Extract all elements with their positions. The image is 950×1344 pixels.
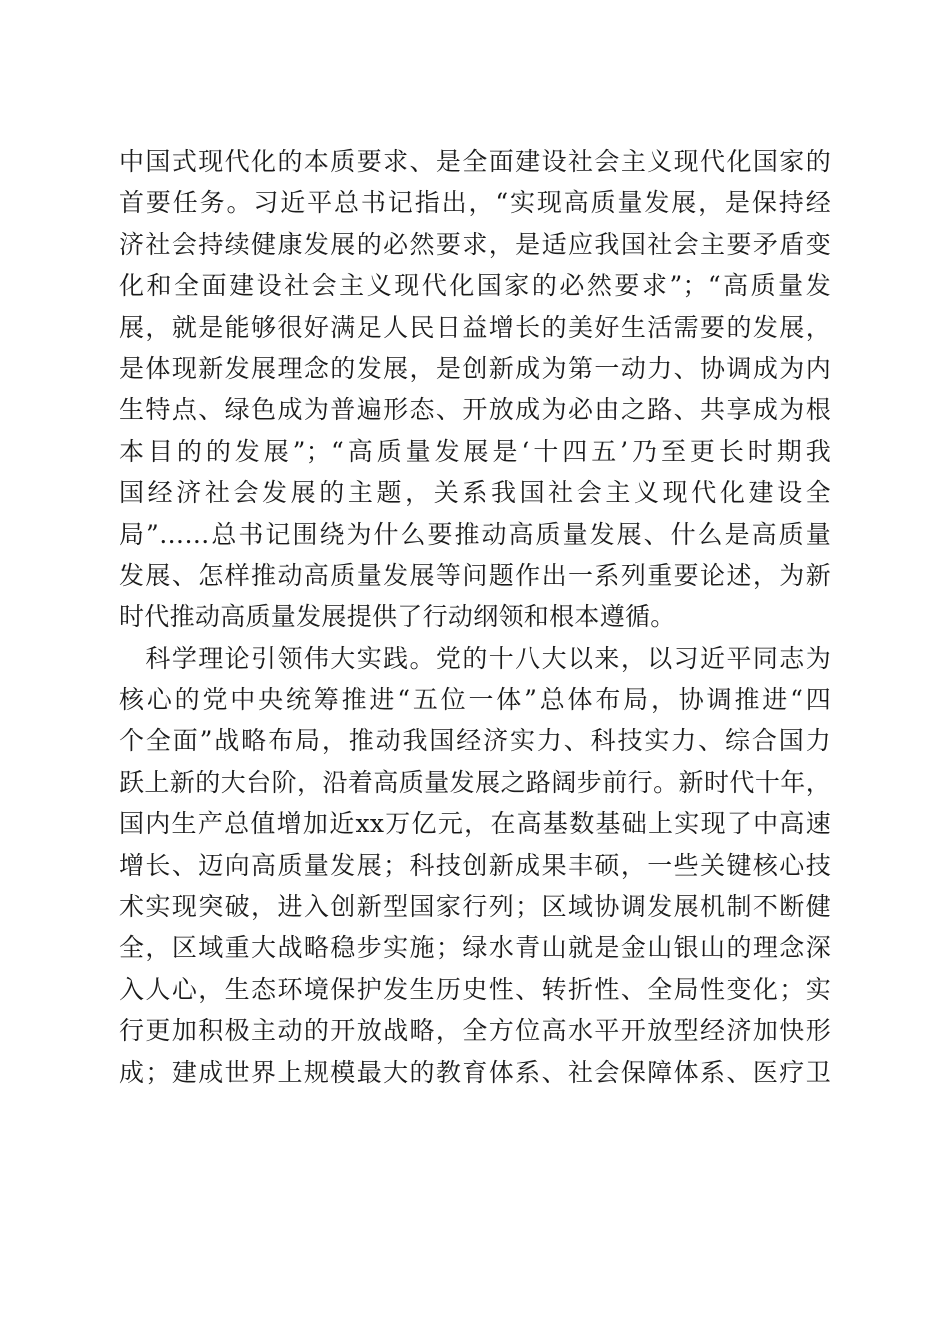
paragraph-line: 生特点、绿色成为普遍形态、开放成为必由之路、共享成为根 (119, 395, 831, 425)
paragraph-line: 核心的党中央统筹推进“五位一体”总体布局，协调推进“四 (119, 685, 831, 715)
paragraph-line: 济社会持续健康发展的必然要求，是适应我国社会主要矛盾变 (119, 229, 831, 259)
paragraph-line: 科学理论引领伟大实践。党的十八大以来，以习近平同志为 (119, 643, 831, 673)
paragraph-line: 增长、迈向高质量发展；科技创新成果丰硕，一些关键核心技 (119, 850, 831, 880)
paragraph-line: 中国式现代化的本质要求、是全面建设社会主义现代化国家的 (119, 147, 831, 176)
paragraph-2 (119, 638, 831, 1093)
paragraph-line: 行更加积极主动的开放战略，全方位高水平开放型经济加快形 (119, 1016, 831, 1046)
body-text (119, 141, 831, 1093)
paragraph-line: 首要任务。习近平总书记指出，“实现高质量发展，是保持经 (119, 188, 831, 218)
paragraph-line: 展，就是能够很好满足人民日益增长的美好生活需要的发展， (119, 312, 831, 342)
paragraph-line: 成；建成世界上规模最大的教育体系、社会保障体系、医疗卫 (119, 1057, 831, 1087)
paragraph-line: 国经济社会发展的主题，关系我国社会主义现代化建设全 (119, 478, 831, 508)
paragraph-line: 跃上新的大台阶，沿着高质量发展之路阔步前行。新时代十年， (119, 767, 831, 797)
paragraph-line: 化和全面建设社会主义现代化国家的必然要求”；“高质量发 (119, 271, 831, 301)
paragraph-line: 是体现新发展理念的发展，是创新成为第一动力、协调成为内 (119, 353, 831, 383)
paragraph-line: 国内生产总值增加近xx万亿元，在高基数基础上实现了中高速 (119, 809, 831, 839)
paragraph-line: 个全面”战略布局，推动我国经济实力、科技实力、综合国力 (119, 726, 831, 756)
paragraph-line: 时代推动高质量发展提供了行动纲领和根本遵循。 (119, 602, 676, 632)
paragraph-line: 局”……总书记围绕为什么要推动高质量发展、什么是高质量 (119, 519, 831, 549)
paragraph-line: 发展、怎样推动高质量发展等问题作出一系列重要论述，为新 (119, 560, 831, 590)
paragraph-line: 全，区域重大战略稳步实施；绿水青山就是金山银山的理念深 (119, 933, 831, 963)
paragraph-1 (119, 141, 831, 638)
paragraph-line: 术实现突破，进入创新型国家行列；区域协调发展机制不断健 (119, 892, 831, 922)
paragraph-line: 入人心，生态环境保护发生历史性、转折性、全局性变化；实 (119, 974, 831, 1004)
paragraph-line: 本目的的发展”；“高质量发展是‘十四五’乃至更长时期我 (119, 436, 831, 466)
